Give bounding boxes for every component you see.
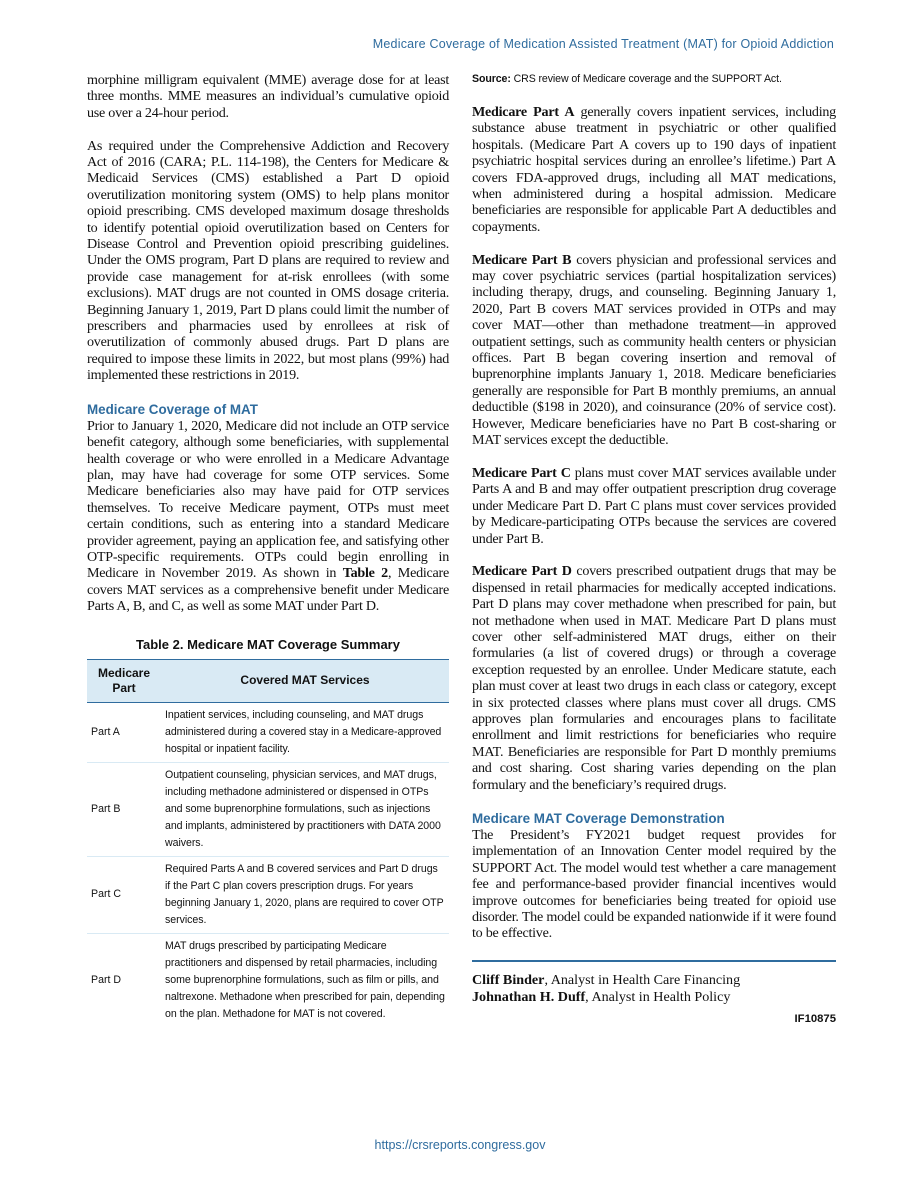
- table-row: [87, 933, 449, 1027]
- cell-part: Part A: [87, 702, 161, 762]
- table-row: [87, 762, 449, 856]
- cell-services: Inpatient services, including counseling, and MAT drugs administered during a covered stay in a Medicare-approved hospital or inpatient facility.: [161, 702, 449, 762]
- otp-text-start: Prior to January 1, 2020, Medicare did not include an OTP service benefit category, although some beneficiaries, with supplemental health coverage or who were enrolled in a Medicare Advantage plan, may have had coverage for some OTP services. Some Medicare beneficiaries also may have paid for OTP services themselves. To receive Medicare payment, OTPs must meet certain conditions, such as entering into a standard Medicare provider agreement, paying an application fee, and satisfying other OTP-specific requirements. OTPs could begin enrolling in Medicare in November 2019. As shown in: [87, 417, 449, 582]
- paragraph-otp: [87, 418, 449, 615]
- part-a-text: generally covers inpatient services, including substance abuse treatment in psychiatric or other qualified hospitals. (Medicare Part A covers up to 190 days of inpatient psychiatric hospital services during an enrollee’s lifetime.) Part A covers FDA-approved drugs, including all MAT medications, when administered during a hospital admission. Medicare beneficiaries are responsible for applicable Part A deductibles and copayments.: [472, 104, 836, 235]
- part-c-text: plans must cover MAT services available under Parts A and B and may offer outpatient prescription drug coverage under Medicare Part D. Part C plans must cover services provided by Medicare-participating OTPs because the services are covered under Part B.: [472, 464, 837, 547]
- author-block: [472, 972, 836, 1007]
- paragraph-part-a: [472, 104, 836, 235]
- paragraph-cara: As required under the Comprehensive Addiction and Recovery Act of 2016 (CARA; P.L. 114-198), the Centers for Medicare & Medicaid Services (CMS) established a Part D opioid overutilization monitoring system (OMS) to help plans monitor opioid prescribing. CMS developed maximum dosage thresholds to identify potential opioid overutilization based on Centers for Disease Control and Prevention opioid prescribing guidelines. Under the OMS program, Part D plans are required to review and provide case management for at-risk enrollees (with some exclusions). MAT drugs are not counted in OMS dosage criteria. Beginning January 1, 2019, Part D plans could limit the number of prescribers and pharmacies used by enrollees at risk of overutilization of commonly abused drugs. Part D plans are required to impose these limits in 2022, but most plans (99%) had implemented these restrictions in 2019.: [87, 137, 449, 384]
- author-line: [472, 989, 836, 1007]
- paragraph-mme: morphine milligram equivalent (MME) average dose for at least three months. MME measures an individual’s cumulative opioid use over a 24-hour period.: [87, 72, 449, 121]
- paragraph-part-c: [472, 465, 836, 547]
- author-divider: [472, 960, 836, 962]
- paragraph-part-d: [472, 563, 836, 793]
- source-label: Source:: [472, 73, 511, 85]
- author-title: , Analyst in Health Care Financing: [544, 971, 741, 988]
- running-header: Medicare Coverage of Medication Assisted Treatment (MAT) for Opioid Addiction: [372, 37, 834, 51]
- document-id: IF10875: [794, 1012, 836, 1025]
- cell-part: Part B: [87, 762, 161, 856]
- column-header-services: Covered MAT Services: [161, 659, 449, 702]
- author-title: , Analyst in Health Policy: [585, 989, 731, 1006]
- table-header-row: [87, 659, 449, 702]
- section-heading-demonstration: Medicare MAT Coverage Demonstration: [472, 811, 725, 827]
- column-header-part: Medicare Part: [87, 659, 161, 702]
- cell-services: MAT drugs prescribed by participating Medicare practitioners and dispensed by retail pharmacies, including some buprenorphine formulations, such as film or pills, and naltrexone. Methadone when prescribed for pain, depending on the plan. Methadone for MAT is not covered.: [165, 939, 445, 1020]
- part-b-label: Medicare Part B: [472, 251, 572, 268]
- otp-text-end: , Medicare covers MAT services as a comprehensive benefit under Medicare Parts A, B, and C, as well as some MAT under Part D.: [87, 565, 449, 615]
- paragraph-part-b: [472, 252, 836, 449]
- table-title: Table 2. Medicare MAT Coverage Summary: [136, 636, 400, 652]
- part-b-text: covers physician and professional services and may cover psychiatric services (partial hospitalization services) including therapy, drugs, and counseling. Beginning January 1, 2020, Part B covers MAT services provided in OTPs and may cover MAT—other than methadone treatment—in approved outpatient settings, such as community health centers or physician offices. Part B began covering insertion and removal of buprenorphine implants January 1, 2018. Medicare beneficiaries generally are responsible for Part B monthly premiums, an annual deductible ($198 in 2020), and coinsurance (20% of service cost). However, Medicare beneficiaries have no Part B cost-sharing or MAT services except the deductible.: [472, 251, 836, 449]
- table-source-note: [472, 72, 836, 86]
- footer-url-link[interactable]: https://crsreports.congress.gov: [374, 1138, 546, 1152]
- table-reference: Table 2: [342, 565, 388, 582]
- table-row: [87, 702, 449, 762]
- source-text: CRS review of Medicare coverage and the SUPPORT Act.: [510, 73, 782, 85]
- left-column: [87, 72, 449, 1027]
- coverage-table: [87, 659, 449, 1027]
- section-heading-coverage: Medicare Coverage of MAT: [87, 401, 258, 417]
- part-d-label: Medicare Part D: [472, 563, 572, 580]
- author-line: [472, 972, 836, 990]
- part-c-label: Medicare Part C: [472, 464, 571, 481]
- table-row: [87, 856, 449, 933]
- cell-part: Part C: [87, 856, 161, 933]
- part-a-label: Medicare Part A: [472, 104, 575, 120]
- paragraph-demonstration: The President’s FY2021 budget request provides for implementation of an Innovation Center model required by the SUPPORT Act. The model would test whether a care management fee and performance-based provider financial incentives would improve outcomes for beneficiaries being treated for opioid use disorder. The model could be expanded nationwide if it were found to be effective.: [472, 827, 836, 942]
- cell-services: Outpatient counseling, physician services, and MAT drugs, including methadone administered or dispensed in OTPs and some buprenorphine formulations, such as injections and implants, administered by practitioners with DATA 2000 waivers.: [161, 762, 449, 856]
- part-d-text: covers prescribed outpatient drugs that may be dispensed in retail pharmacies for medically accepted indications. Part D plans may cover methadone when prescribed for pain, but not methadone when used in MAT. Medicare Part D plans must cover other self-administered MAT drugs, either on their formularies (a list of covered drugs) or through a coverage exception requested by an enrollee. Under Medicare statute, each plan must cover at least two drugs in each class or category, except in six protected classes where plans must cover all drugs. CMS approves plan formularies and encourages plans to facilitate enrollment and limit restrictions for beneficiaries who require MAT. Beneficiaries are responsible for Part D monthly premiums and cost sharing. Cost sharing varies depending on the plan formulary and the beneficiary’s required drugs.: [472, 563, 836, 793]
- right-column: [472, 72, 836, 1025]
- cell-services: Required Parts A and B covered services and Part D drugs if the Part C plan covers prescription drugs. For years beginning January 1, 2020, plans are required to cover OTP services.: [161, 856, 449, 933]
- author-name: Johnathan H. Duff: [472, 989, 586, 1006]
- author-name: Cliff Binder: [472, 971, 545, 988]
- cell-part: Part D: [91, 973, 122, 986]
